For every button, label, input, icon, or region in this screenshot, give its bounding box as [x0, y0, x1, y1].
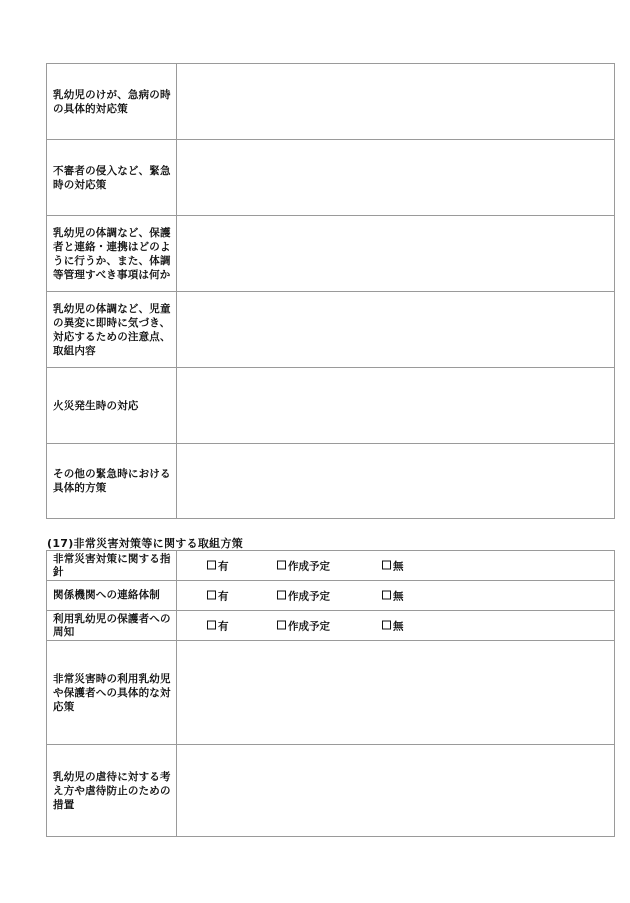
checkbox-label: 無: [393, 590, 404, 602]
row-label-disaster-guideline: 非常災害対策に関する指針: [47, 551, 177, 581]
table-row: [47, 551, 615, 581]
checkbox-option[interactable]: [277, 558, 330, 573]
checkbox-icon[interactable]: [382, 620, 391, 629]
checkbox-option[interactable]: [382, 558, 404, 573]
checkbox-option[interactable]: [207, 588, 229, 603]
row-label-other-emergency: その他の緊急時における具体的方策: [47, 444, 177, 519]
table-row: [47, 292, 615, 368]
anomaly-detection-field[interactable]: [177, 292, 615, 368]
row-label-injury-illness: 乳幼児のけが、急病の時の具体的対応策: [47, 64, 177, 140]
emergency-response-table: [46, 63, 615, 519]
row-label-abuse-prevention: 乳幼児の虐待に対する考え方や虐待防止のための措置: [47, 745, 177, 837]
checkbox-icon[interactable]: [382, 560, 391, 569]
checkbox-icon[interactable]: [277, 560, 286, 569]
table-row: [47, 216, 615, 292]
table-row: [47, 581, 615, 611]
intruder-response-field[interactable]: [177, 140, 615, 216]
row-label-fire: 火災発生時の対応: [47, 368, 177, 444]
injury-illness-response-field[interactable]: [177, 64, 615, 140]
parent-contact-field[interactable]: [177, 216, 615, 292]
row-label-agency-contact: 関係機関への連絡体制: [47, 581, 177, 611]
checkbox-option[interactable]: [207, 558, 229, 573]
row-label-parent-contact: 乳幼児の体調など、保護者と連絡・連携はどのように行うか、また、体調等管理すべき事項は何か: [47, 216, 177, 292]
checkbox-icon[interactable]: [207, 620, 216, 629]
checkbox-label: 作成予定: [288, 590, 330, 602]
checkbox-label: 作成予定: [288, 620, 330, 632]
checkbox-icon[interactable]: [277, 590, 286, 599]
table-row: [47, 140, 615, 216]
checkbox-label: 有: [218, 560, 229, 572]
checkbox-group: [177, 551, 615, 581]
table-row: [47, 368, 615, 444]
table-row: [47, 611, 615, 641]
checkbox-option[interactable]: [382, 588, 404, 603]
checkbox-option[interactable]: [382, 618, 404, 633]
abuse-prevention-field[interactable]: [177, 745, 615, 837]
checkbox-group: [177, 581, 615, 611]
disaster-response-field[interactable]: [177, 641, 615, 745]
checkbox-icon[interactable]: [382, 590, 391, 599]
checkbox-label: 無: [393, 620, 404, 632]
checkbox-icon[interactable]: [207, 560, 216, 569]
checkbox-icon[interactable]: [277, 620, 286, 629]
disaster-measures-table: [46, 550, 615, 837]
checkbox-label: 有: [218, 620, 229, 632]
row-label-parent-notice: 利用乳幼児の保護者への周知: [47, 611, 177, 641]
row-label-intruder: 不審者の侵入など、緊急時の対応策: [47, 140, 177, 216]
checkbox-label: 作成予定: [288, 560, 330, 572]
table-row: [47, 641, 615, 745]
checkbox-label: 有: [218, 590, 229, 602]
checkbox-label: 無: [393, 560, 404, 572]
table-row: [47, 745, 615, 837]
checkbox-option[interactable]: [207, 618, 229, 633]
section-title: (17)非常災害対策等に関する取組方策: [47, 537, 244, 550]
checkbox-option[interactable]: [277, 618, 330, 633]
checkbox-group: [177, 611, 615, 641]
checkbox-option[interactable]: [277, 588, 330, 603]
table-row: [47, 64, 615, 140]
table-row: [47, 444, 615, 519]
checkbox-icon[interactable]: [207, 590, 216, 599]
fire-response-field[interactable]: [177, 368, 615, 444]
other-emergency-field[interactable]: [177, 444, 615, 519]
row-label-disaster-response: 非常災害時の利用乳幼児や保護者への具体的な対応策: [47, 641, 177, 745]
row-label-anomaly-detection: 乳幼児の体調など、児童の異変に即時に気づき、対応するための注意点、取組内容: [47, 292, 177, 368]
